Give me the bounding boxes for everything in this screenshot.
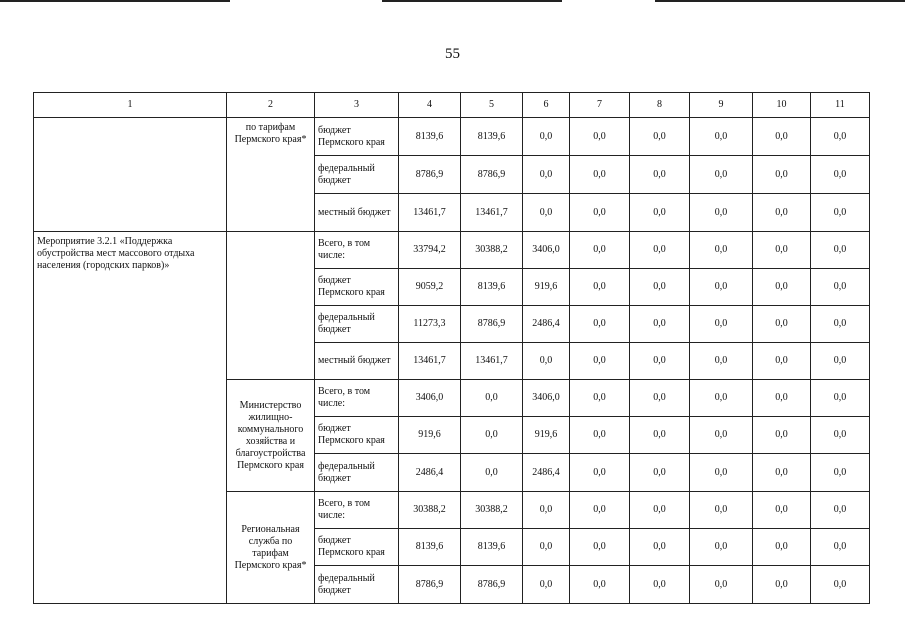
value-cell: 0,0 bbox=[690, 156, 753, 194]
header-cell: 4 bbox=[399, 93, 461, 118]
executor-cell: Региональная служба по тарифам Пермского края* bbox=[227, 492, 315, 604]
value-cell: 13461,7 bbox=[461, 343, 523, 380]
value-cell: 2486,4 bbox=[523, 454, 570, 492]
source-cell: бюджет Пермского края bbox=[315, 529, 399, 566]
value-cell: 2486,4 bbox=[399, 454, 461, 492]
source-cell: местный бюджет bbox=[315, 343, 399, 380]
value-cell: 0,0 bbox=[630, 343, 690, 380]
value-cell: 0,0 bbox=[811, 566, 870, 604]
value-cell: 0,0 bbox=[570, 194, 630, 232]
top-rule-right bbox=[655, 0, 905, 2]
source-cell: бюджет Пермского края bbox=[315, 269, 399, 306]
value-cell: 0,0 bbox=[630, 529, 690, 566]
value-cell: 8139,6 bbox=[461, 269, 523, 306]
value-cell: 0,0 bbox=[811, 417, 870, 454]
value-cell: 0,0 bbox=[630, 194, 690, 232]
header-cell: 10 bbox=[753, 93, 811, 118]
header-cell: 6 bbox=[523, 93, 570, 118]
value-cell: 0,0 bbox=[753, 566, 811, 604]
value-cell: 0,0 bbox=[753, 269, 811, 306]
value-cell: 0,0 bbox=[753, 232, 811, 269]
value-cell: 0,0 bbox=[811, 306, 870, 343]
value-cell: 9059,2 bbox=[399, 269, 461, 306]
source-cell: бюджет Пермского края bbox=[315, 417, 399, 454]
value-cell: 13461,7 bbox=[399, 343, 461, 380]
header-cell: 7 bbox=[570, 93, 630, 118]
value-cell: 0,0 bbox=[811, 454, 870, 492]
value-cell: 0,0 bbox=[811, 232, 870, 269]
value-cell: 0,0 bbox=[570, 529, 630, 566]
source-cell: Всего, в том числе: bbox=[315, 232, 399, 269]
value-cell: 0,0 bbox=[753, 380, 811, 417]
value-cell: 33794,2 bbox=[399, 232, 461, 269]
value-cell: 8786,9 bbox=[399, 566, 461, 604]
value-cell: 0,0 bbox=[811, 118, 870, 156]
value-cell: 0,0 bbox=[523, 492, 570, 529]
value-cell: 0,0 bbox=[461, 454, 523, 492]
value-cell: 919,6 bbox=[399, 417, 461, 454]
value-cell: 13461,7 bbox=[461, 194, 523, 232]
value-cell: 0,0 bbox=[690, 269, 753, 306]
source-cell: федеральный бюджет bbox=[315, 306, 399, 343]
value-cell: 0,0 bbox=[690, 306, 753, 343]
value-cell: 30388,2 bbox=[461, 232, 523, 269]
value-cell: 0,0 bbox=[461, 417, 523, 454]
executor-cell: Министерство жилищно-коммунального хозяйства и благоустройства Пермского края bbox=[227, 380, 315, 492]
header-cell: 11 bbox=[811, 93, 870, 118]
value-cell: 0,0 bbox=[523, 194, 570, 232]
value-cell: 0,0 bbox=[811, 269, 870, 306]
value-cell: 0,0 bbox=[753, 194, 811, 232]
table-row bbox=[34, 232, 870, 269]
value-cell: 0,0 bbox=[690, 232, 753, 269]
value-cell: 0,0 bbox=[570, 306, 630, 343]
header-cell: 8 bbox=[630, 93, 690, 118]
top-rule-left bbox=[0, 0, 230, 2]
top-rule-middle bbox=[382, 0, 562, 2]
table-row bbox=[34, 118, 870, 156]
value-cell: 8786,9 bbox=[461, 306, 523, 343]
value-cell: 0,0 bbox=[753, 454, 811, 492]
value-cell: 3406,0 bbox=[399, 380, 461, 417]
source-cell: Всего, в том числе: bbox=[315, 380, 399, 417]
value-cell: 0,0 bbox=[811, 529, 870, 566]
value-cell: 0,0 bbox=[523, 566, 570, 604]
header-cell: 3 bbox=[315, 93, 399, 118]
value-cell: 0,0 bbox=[690, 492, 753, 529]
value-cell: 0,0 bbox=[523, 529, 570, 566]
budget-table bbox=[33, 92, 870, 604]
value-cell: 0,0 bbox=[570, 454, 630, 492]
source-cell: местный бюджет bbox=[315, 194, 399, 232]
value-cell: 0,0 bbox=[690, 529, 753, 566]
value-cell: 8139,6 bbox=[399, 529, 461, 566]
value-cell: 0,0 bbox=[690, 118, 753, 156]
value-cell: 0,0 bbox=[630, 454, 690, 492]
value-cell: 0,0 bbox=[690, 454, 753, 492]
header-row bbox=[34, 93, 870, 118]
value-cell: 0,0 bbox=[811, 492, 870, 529]
value-cell: 0,0 bbox=[630, 232, 690, 269]
value-cell: 0,0 bbox=[523, 118, 570, 156]
value-cell: 0,0 bbox=[630, 566, 690, 604]
value-cell: 8786,9 bbox=[461, 156, 523, 194]
value-cell: 2486,4 bbox=[523, 306, 570, 343]
value-cell: 0,0 bbox=[753, 306, 811, 343]
value-cell: 30388,2 bbox=[399, 492, 461, 529]
value-cell: 0,0 bbox=[570, 566, 630, 604]
value-cell: 8139,6 bbox=[461, 118, 523, 156]
value-cell: 0,0 bbox=[811, 343, 870, 380]
value-cell: 0,0 bbox=[523, 156, 570, 194]
measure-cell-empty bbox=[34, 118, 227, 232]
value-cell: 13461,7 bbox=[399, 194, 461, 232]
value-cell: 0,0 bbox=[570, 232, 630, 269]
value-cell: 0,0 bbox=[570, 118, 630, 156]
header-cell: 1 bbox=[34, 93, 227, 118]
source-cell: федеральный бюджет bbox=[315, 566, 399, 604]
value-cell: 0,0 bbox=[570, 380, 630, 417]
value-cell: 0,0 bbox=[811, 156, 870, 194]
value-cell: 8139,6 bbox=[399, 118, 461, 156]
value-cell: 0,0 bbox=[570, 156, 630, 194]
value-cell: 919,6 bbox=[523, 269, 570, 306]
header-cell: 9 bbox=[690, 93, 753, 118]
value-cell: 0,0 bbox=[753, 118, 811, 156]
value-cell: 0,0 bbox=[630, 269, 690, 306]
value-cell: 0,0 bbox=[690, 417, 753, 454]
source-cell: бюджет Пермского края bbox=[315, 118, 399, 156]
value-cell: 0,0 bbox=[570, 343, 630, 380]
value-cell: 0,0 bbox=[690, 566, 753, 604]
value-cell: 8786,9 bbox=[399, 156, 461, 194]
value-cell: 0,0 bbox=[753, 156, 811, 194]
source-cell: федеральный бюджет bbox=[315, 156, 399, 194]
executor-cell-empty bbox=[227, 232, 315, 380]
value-cell: 0,0 bbox=[461, 380, 523, 417]
value-cell: 0,0 bbox=[523, 343, 570, 380]
value-cell: 0,0 bbox=[811, 380, 870, 417]
value-cell: 919,6 bbox=[523, 417, 570, 454]
measure-cell: Мероприятие 3.2.1 «Поддержка обустройства мест массового отдыха населения (городских парков)» bbox=[34, 232, 227, 604]
value-cell: 0,0 bbox=[630, 492, 690, 529]
value-cell: 3406,0 bbox=[523, 232, 570, 269]
value-cell: 0,0 bbox=[690, 194, 753, 232]
value-cell: 0,0 bbox=[570, 492, 630, 529]
value-cell: 0,0 bbox=[630, 380, 690, 417]
value-cell: 0,0 bbox=[690, 343, 753, 380]
value-cell: 30388,2 bbox=[461, 492, 523, 529]
value-cell: 3406,0 bbox=[523, 380, 570, 417]
source-cell: Всего, в том числе: bbox=[315, 492, 399, 529]
value-cell: 0,0 bbox=[570, 417, 630, 454]
value-cell: 0,0 bbox=[753, 343, 811, 380]
header-cell: 5 bbox=[461, 93, 523, 118]
value-cell: 0,0 bbox=[690, 380, 753, 417]
value-cell: 0,0 bbox=[570, 269, 630, 306]
value-cell: 8786,9 bbox=[461, 566, 523, 604]
value-cell: 11273,3 bbox=[399, 306, 461, 343]
executor-cell: по тарифам Пермского края* bbox=[227, 118, 315, 232]
value-cell: 0,0 bbox=[753, 529, 811, 566]
page-number: 55 bbox=[445, 46, 460, 62]
value-cell: 0,0 bbox=[630, 306, 690, 343]
value-cell: 0,0 bbox=[630, 417, 690, 454]
value-cell: 0,0 bbox=[753, 417, 811, 454]
value-cell: 0,0 bbox=[753, 492, 811, 529]
value-cell: 0,0 bbox=[630, 156, 690, 194]
value-cell: 0,0 bbox=[811, 194, 870, 232]
source-cell: федеральный бюджет bbox=[315, 454, 399, 492]
value-cell: 8139,6 bbox=[461, 529, 523, 566]
value-cell: 0,0 bbox=[630, 118, 690, 156]
header-cell: 2 bbox=[227, 93, 315, 118]
